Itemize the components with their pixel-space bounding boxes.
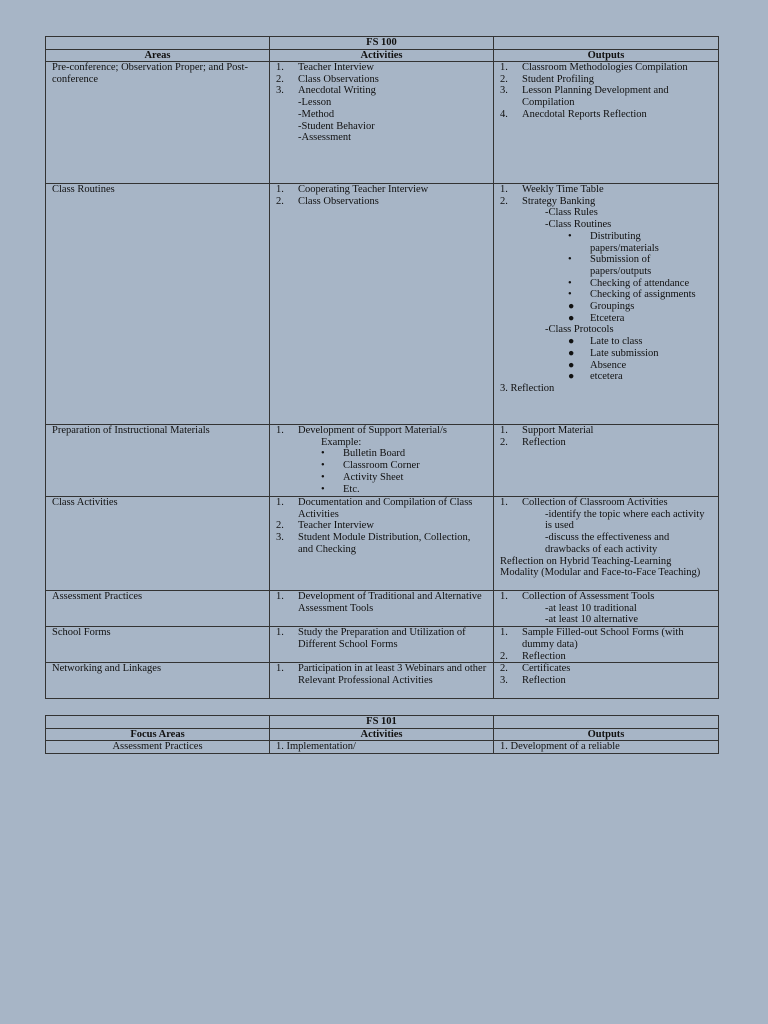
list-item: 1. Cooperating Teacher Interview bbox=[276, 184, 429, 195]
list-item: 2. Teacher Interview bbox=[276, 520, 374, 532]
sub-item: -at least 10 traditional bbox=[545, 602, 637, 614]
sub-item: -Class Protocols bbox=[545, 324, 614, 336]
sub-item: -discuss the effectiveness and drawbacks of each activity bbox=[545, 532, 670, 555]
fs100-header-row bbox=[46, 49, 719, 62]
header-activities: Activities bbox=[270, 728, 494, 741]
fs101-header-row bbox=[46, 728, 719, 741]
table-row bbox=[46, 663, 719, 699]
list-item: • Classroom Corner bbox=[321, 460, 420, 472]
list-item: ● Groupings bbox=[568, 301, 635, 313]
sub-item: -Lesson bbox=[298, 97, 332, 109]
area-cell: Pre-conference; Observation Proper; and Post-conference bbox=[46, 62, 270, 184]
list-item: 2. Certificates bbox=[500, 663, 571, 675]
title-blank-cell bbox=[494, 37, 719, 50]
area-cell: Class Activities bbox=[46, 497, 270, 591]
list-item: 2. Reflection bbox=[500, 650, 566, 662]
table-row bbox=[46, 497, 719, 591]
list-item: 1. Collection of Assessment Tools bbox=[500, 591, 655, 602]
list-item: • Activity Sheet bbox=[321, 471, 404, 483]
sub-item: -Class Rules bbox=[545, 207, 598, 219]
list-item: 4. Anecdotal Reports Reflection bbox=[500, 108, 647, 120]
list-item: • Checking of attendance bbox=[568, 277, 690, 289]
title-blank-cell bbox=[46, 37, 270, 50]
header-activities: Activities bbox=[270, 49, 494, 62]
area-cell: Networking and Linkages bbox=[46, 663, 270, 699]
fs101-title: FS 101 bbox=[270, 716, 494, 729]
list-item: 2. Class Observations bbox=[276, 195, 379, 207]
list-item: 2. Strategy Banking bbox=[500, 195, 596, 207]
fs100-title-row bbox=[46, 37, 719, 50]
fs101-table bbox=[45, 715, 719, 754]
list-item: 1. Study the Preparation and Utilization of Different School Forms bbox=[276, 627, 466, 650]
list-item: ● etcetera bbox=[568, 371, 623, 383]
fs101-title-row bbox=[46, 716, 719, 729]
outputs-cell bbox=[494, 425, 719, 497]
activities-cell bbox=[270, 62, 494, 184]
activities-cell bbox=[270, 425, 494, 497]
activities-cell: 1. Implementation/ bbox=[270, 741, 494, 754]
list-item: 1. Teacher Interview bbox=[276, 62, 374, 73]
area-cell: Class Routines bbox=[46, 184, 270, 425]
list-item: 1. Support Material bbox=[500, 425, 594, 436]
list-item: • Bulletin Board bbox=[321, 448, 406, 460]
list-item: 3. Anecdotal Writing bbox=[276, 85, 376, 97]
sub-item: -Student Behavior bbox=[298, 120, 375, 132]
list-item: 3. Lesson Planning Development and Compilation bbox=[500, 85, 669, 109]
list-item: 3. Reflection bbox=[500, 674, 566, 686]
header-focus-areas: Focus Areas bbox=[46, 728, 270, 741]
outputs-cell bbox=[494, 62, 719, 184]
list-item: • Submission of papers/outputs bbox=[568, 254, 652, 277]
area-cell: Preparation of Instructional Materials bbox=[46, 425, 270, 497]
list-item: Reflection on Hybrid Teaching-Learning Modality (Modular and Face-to-Face Teaching) bbox=[500, 555, 701, 579]
table-row bbox=[46, 627, 719, 663]
title-blank-cell bbox=[46, 716, 270, 729]
list-item: 1. Weekly Time Table bbox=[500, 184, 604, 195]
header-areas: Areas bbox=[46, 49, 270, 62]
activities-cell bbox=[270, 663, 494, 699]
outputs-cell bbox=[494, 627, 719, 663]
sub-item: -Assessment bbox=[298, 132, 352, 144]
outputs-cell bbox=[494, 591, 719, 627]
sub-item: -Class Routines bbox=[545, 219, 612, 231]
sub-item: -Method bbox=[298, 108, 335, 120]
sub-item: -at least 10 alternative bbox=[545, 614, 638, 626]
list-item: 2. Class Observations bbox=[276, 73, 379, 85]
outputs-cell bbox=[494, 663, 719, 699]
header-outputs: Outputs bbox=[494, 49, 719, 62]
list-item: 1. Participation in at least 3 Webinars and other Relevant Professional Activities bbox=[276, 663, 487, 686]
fs100-title: FS 100 bbox=[270, 37, 494, 50]
sub-item: Example: bbox=[321, 436, 362, 448]
list-item: • Checking of assignments bbox=[568, 289, 696, 301]
list-item: 2. Reflection bbox=[500, 436, 566, 448]
outputs-cell bbox=[494, 497, 719, 591]
list-item: ● Late to class bbox=[568, 336, 643, 348]
activities-cell bbox=[270, 184, 494, 425]
header-outputs: Outputs bbox=[494, 728, 719, 741]
table-row bbox=[46, 741, 719, 754]
list-item: • Distributing papers/materials bbox=[568, 230, 659, 254]
list-item: 1. Development of Traditional and Alternative Assessment Tools bbox=[276, 591, 482, 614]
list-item: 2. Student Profiling bbox=[500, 73, 595, 85]
sub-item: -identify the topic where each activity is used bbox=[545, 508, 705, 532]
table-row bbox=[46, 425, 719, 497]
area-cell: Assessment Practices bbox=[46, 741, 270, 754]
list-item: ● Etcetera bbox=[568, 312, 625, 324]
fs100-table bbox=[45, 36, 719, 699]
list-item: ● Late submission bbox=[568, 347, 659, 359]
activities-cell bbox=[270, 627, 494, 663]
outputs-cell bbox=[494, 184, 719, 425]
table-row bbox=[46, 184, 719, 425]
activities-cell bbox=[270, 497, 494, 591]
activities-cell bbox=[270, 591, 494, 627]
area-cell: School Forms bbox=[46, 627, 270, 663]
list-item: 1. Development of Support Material/s bbox=[276, 425, 448, 436]
title-blank-cell bbox=[494, 716, 719, 729]
list-item: 3. Student Module Distribution, Collection, and Checking bbox=[276, 532, 471, 555]
outputs-cell: 1. Development of a reliable bbox=[494, 741, 719, 754]
list-item: 1. Sample Filled-out School Forms (with dummy data) bbox=[500, 627, 684, 650]
list-item: 1. Collection of Classroom Activities bbox=[500, 497, 668, 508]
area-cell: Assessment Practices bbox=[46, 591, 270, 627]
list-item: • Etc. bbox=[321, 483, 360, 495]
table-row bbox=[46, 591, 719, 627]
table-row bbox=[46, 62, 719, 184]
list-item: ● Absence bbox=[568, 359, 627, 371]
list-item: 3. Reflection bbox=[500, 382, 555, 394]
list-item: 1. Classroom Methodologies Compilation bbox=[500, 62, 688, 73]
list-item: 1. Documentation and Compilation of Class Activities bbox=[276, 497, 473, 520]
